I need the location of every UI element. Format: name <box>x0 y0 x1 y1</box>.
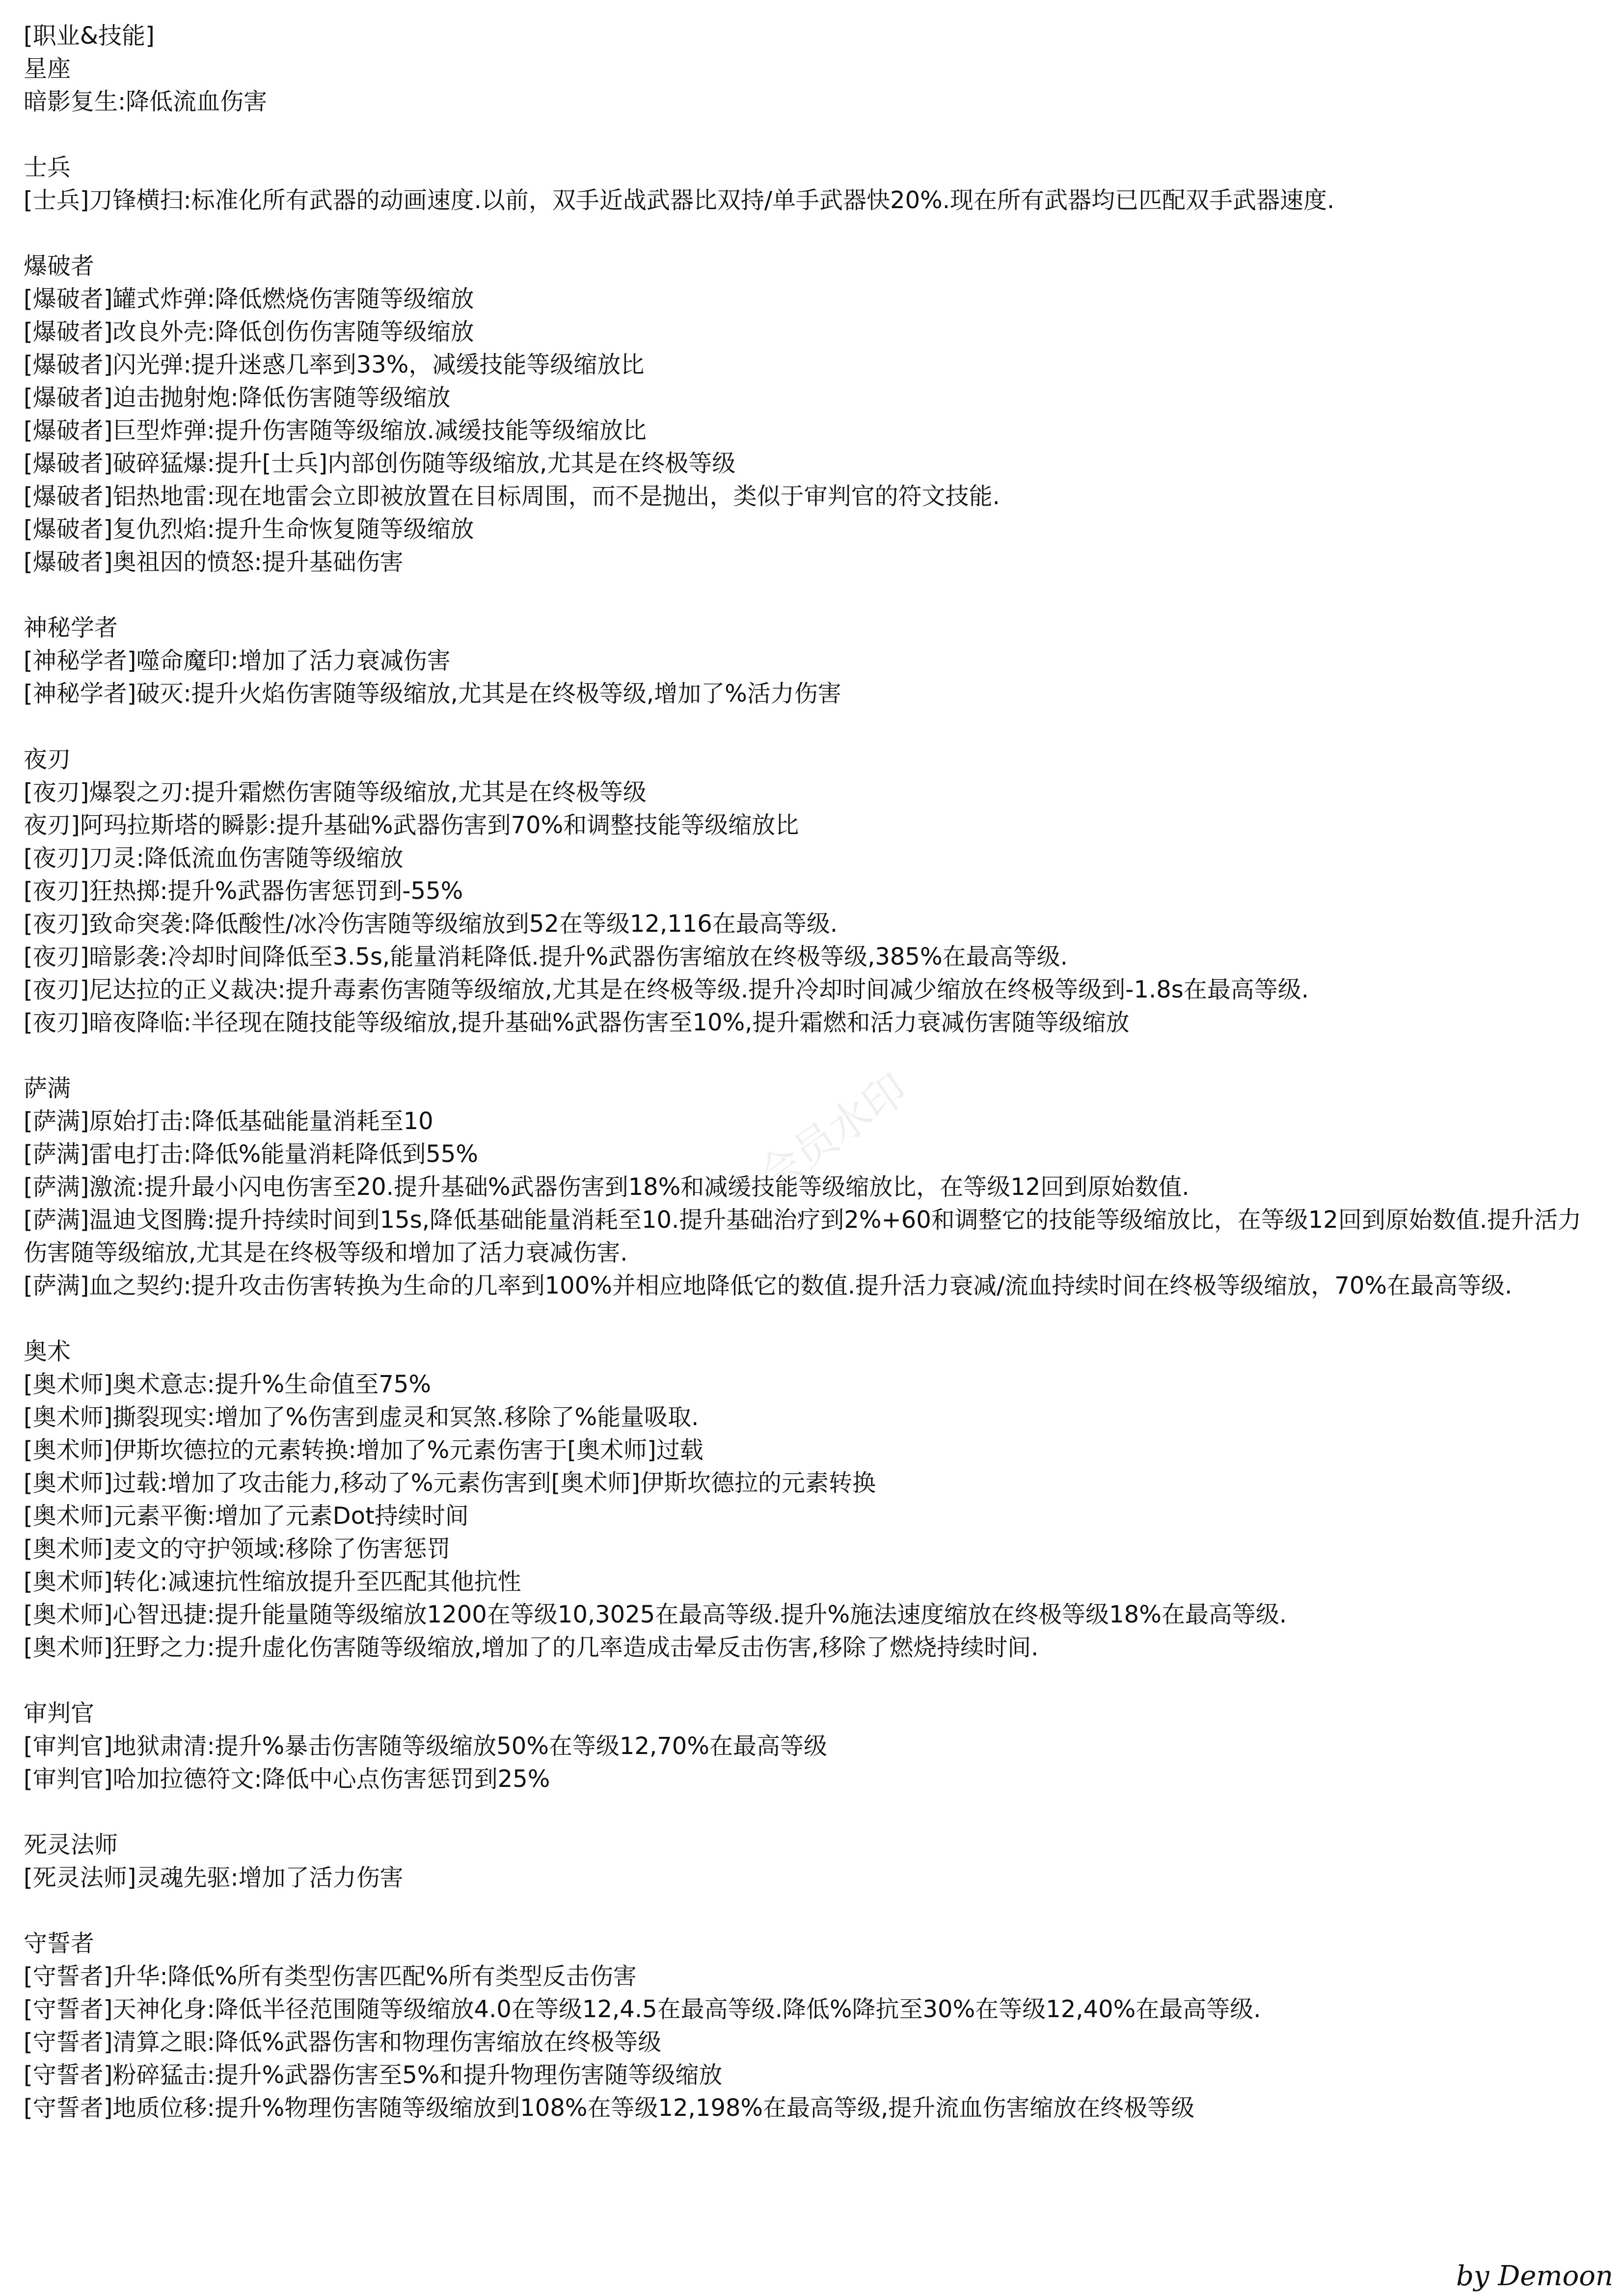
sections-container <box>24 151 1604 2125</box>
skill-change-line: [神秘学者]破灭:提升火焰伤害随等级缩放,尤其是在终极等级,增加了%活力伤害 <box>24 680 841 707</box>
section-heading: 审判官 <box>24 1700 95 1727</box>
skill-change-line: [奥术师]伊斯坎德拉的元素转换:增加了%元素伤害于[奥术师]过载 <box>24 1436 703 1464</box>
skill-change-line: [奥术师]麦文的守护领域:移除了伤害惩罚 <box>24 1535 451 1563</box>
skill-change-line: [奥术师]心智迅捷:提升能量随等级缩放1200在等级10,3025在最高等级.提升%施法速度缩放在终极等级18%在最高等级. <box>24 1601 1287 1628</box>
section-heading: 士兵 <box>24 154 71 181</box>
skill-change-line: [夜刃]暗夜降临:半径现在随技能等级缩放,提升基础%武器伤害至10%,提升霜燃和活力衰减伤害随等级缩放 <box>24 1009 1130 1036</box>
skill-change-line: [夜刃]尼达拉的正义裁决:提升毒素伤害随等级缩放,尤其是在终极等级.提升冷却时间减少缩放在终极等级到-1.8s在最高等级. <box>24 976 1309 1003</box>
class-section <box>24 1829 1604 1894</box>
skill-change-line: [守誓者]天神化身:降低半径范围随等级缩放4.0在等级12,4.5在最高等级.降低%降抗至30%在等级12,40%在最高等级. <box>24 1996 1261 2023</box>
skill-change-line: [夜刃]致命突袭:降低酸性/冰冷伤害随等级缩放到52在等级12,116在最高等级. <box>24 910 838 938</box>
class-section <box>24 743 1604 1039</box>
skill-change-line: [奥术师]元素平衡:增加了元素Dot持续时间 <box>24 1502 469 1530</box>
skill-change-line: [夜刃]刀灵:降低流血伤害随等级缩放 <box>24 844 404 872</box>
skill-change-line: [审判官]地狱肃清:提升%暴击伤害随等级缩放50%在等级12,70%在最高等级 <box>24 1732 827 1760</box>
skill-change-line: [奥术师]撕裂现实:增加了%伤害到虚灵和冥煞.移除了%能量吸取. <box>24 1404 699 1431</box>
skill-change-line: [夜刃]狂热掷:提升%武器伤害惩罚到-55% <box>24 877 463 905</box>
section-heading: 夜刃 <box>24 746 71 773</box>
class-section <box>24 1072 1604 1302</box>
skill-change-line: [奥术师]过载:增加了攻击能力,移动了%元素伤害到[奥术师]伊斯坎德拉的元素转换 <box>24 1469 876 1497</box>
skill-change-line: [夜刃]爆裂之刃:提升霜燃伤害随等级缩放,尤其是在终极等级 <box>24 779 647 806</box>
skill-change-line: [奥术师]狂野之力:提升虚化伤害随等级缩放,增加了的几率造成击晕反击伤害,移除了燃烧持续时间. <box>24 1634 1039 1661</box>
skill-change-line: [审判官]哈加拉德符文:降低中心点伤害惩罚到25% <box>24 1765 550 1793</box>
skill-change-line: [死灵法师]灵魂先驱:增加了活力伤害 <box>24 1864 404 1891</box>
section-heading: 死灵法师 <box>24 1831 118 1859</box>
section-heading: 守誓者 <box>24 1930 95 1957</box>
class-section <box>24 1697 1604 1796</box>
section-heading: 神秘学者 <box>24 614 118 642</box>
author-signature: by Demoon <box>1456 2260 1613 2292</box>
skill-change-line: [守誓者]升华:降低%所有类型伤害匹配%所有类型反击伤害 <box>24 1963 637 1990</box>
skill-change-line: [萨满]原始打击:降低基础能量消耗至10 <box>24 1107 433 1135</box>
skill-change-line: [守誓者]地质位移:提升%物理伤害随等级缩放到108%在等级12,198%在最高等级,提升流血伤害缩放在终极等级 <box>24 2094 1195 2122</box>
class-section <box>24 612 1604 710</box>
class-section <box>24 1927 1604 2125</box>
section-heading: 奥术 <box>24 1338 71 1365</box>
section-heading-constellation: 星座 <box>24 55 71 82</box>
skill-change-line: [萨满]雷电打击:降低%能量消耗降低到55% <box>24 1140 478 1168</box>
class-section <box>24 1335 1604 1664</box>
skill-change-line: [萨满]温迪戈图腾:提升持续时间到15s,降低基础能量消耗至10.提升基础治疗到2%+60和调整它的技能等级缩放比，在等级12回到原始数值.提升活力伤害随等级缩放,尤其是在终极等级和增加了活力衰减伤害. <box>24 1206 1582 1267</box>
watermark: 会员水印 <box>750 1064 917 1202</box>
patch-notes-document <box>24 20 1604 2125</box>
document-title: [职业&技能] <box>24 22 155 50</box>
skill-change-line: [神秘学者]噬命魔印:增加了活力衰减伤害 <box>24 647 451 675</box>
skill-change-line: [爆破者]罐式炸弹:降低燃烧伤害随等级缩放 <box>24 285 474 313</box>
document-header <box>24 20 1604 118</box>
skill-change-line: [爆破者]破碎猛爆:提升[士兵]内部创伤随等级缩放,尤其是在终极等级 <box>24 450 736 477</box>
skill-change-line: [奥术师]转化:减速抗性缩放提升至匹配其他抗性 <box>24 1568 521 1595</box>
class-section <box>24 250 1604 579</box>
section-heading: 爆破者 <box>24 252 95 280</box>
skill-change-line: [爆破者]复仇烈焰:提升生命恢复随等级缩放 <box>24 515 474 543</box>
skill-change-line: 夜刃]阿玛拉斯塔的瞬影:提升基础%武器伤害到70%和调整技能等级缩放比 <box>24 811 799 839</box>
skill-change-line: [萨满]血之契约:提升攻击伤害转换为生命的几率到100%并相应地降低它的数值.提升活力衰减/流血持续时间在终极等级缩放，70%在最高等级. <box>24 1272 1513 1299</box>
note-line: 暗影复生:降低流血伤害 <box>24 88 268 115</box>
skill-change-line: [奥术师]奥术意志:提升%生命值至75% <box>24 1371 431 1398</box>
skill-change-line: [萨满]激流:提升最小闪电伤害至20.提升基础%武器伤害到18%和减缓技能等级缩放比，在等级12回到原始数值. <box>24 1173 1190 1201</box>
skill-change-line: [士兵]刀锋横扫:标准化所有武器的动画速度.以前，双手近战武器比双持/单手武器快20%.现在所有武器均已匹配双手武器速度. <box>24 187 1335 214</box>
skill-change-line: [爆破者]奥祖因的愤怒:提升基础伤害 <box>24 548 404 576</box>
class-section <box>24 151 1604 217</box>
skill-change-line: [夜刃]暗影袭:冷却时间降低至3.5s,能量消耗降低.提升%武器伤害缩放在终极等级,385%在最高等级. <box>24 943 1068 971</box>
skill-change-line: [爆破者]铝热地雷:现在地雷会立即被放置在目标周围，而不是抛出，类似于审判官的符文技能. <box>24 483 1000 510</box>
skill-change-line: [爆破者]迫击抛射炮:降低伤害随等级缩放 <box>24 384 451 411</box>
skill-change-line: [爆破者]闪光弹:提升迷惑几率到33%，减缓技能等级缩放比 <box>24 351 645 378</box>
skill-change-line: [守誓者]清算之眼:降低%武器伤害和物理伤害缩放在终极等级 <box>24 2028 662 2056</box>
skill-change-line: [爆破者]巨型炸弹:提升伤害随等级缩放.减缓技能等级缩放比 <box>24 417 647 444</box>
skill-change-line: [守誓者]粉碎猛击:提升%武器伤害至5%和提升物理伤害随等级缩放 <box>24 2061 723 2089</box>
section-heading: 萨满 <box>24 1075 71 1102</box>
skill-change-line: [爆破者]改良外壳:降低创伤伤害随等级缩放 <box>24 318 474 346</box>
